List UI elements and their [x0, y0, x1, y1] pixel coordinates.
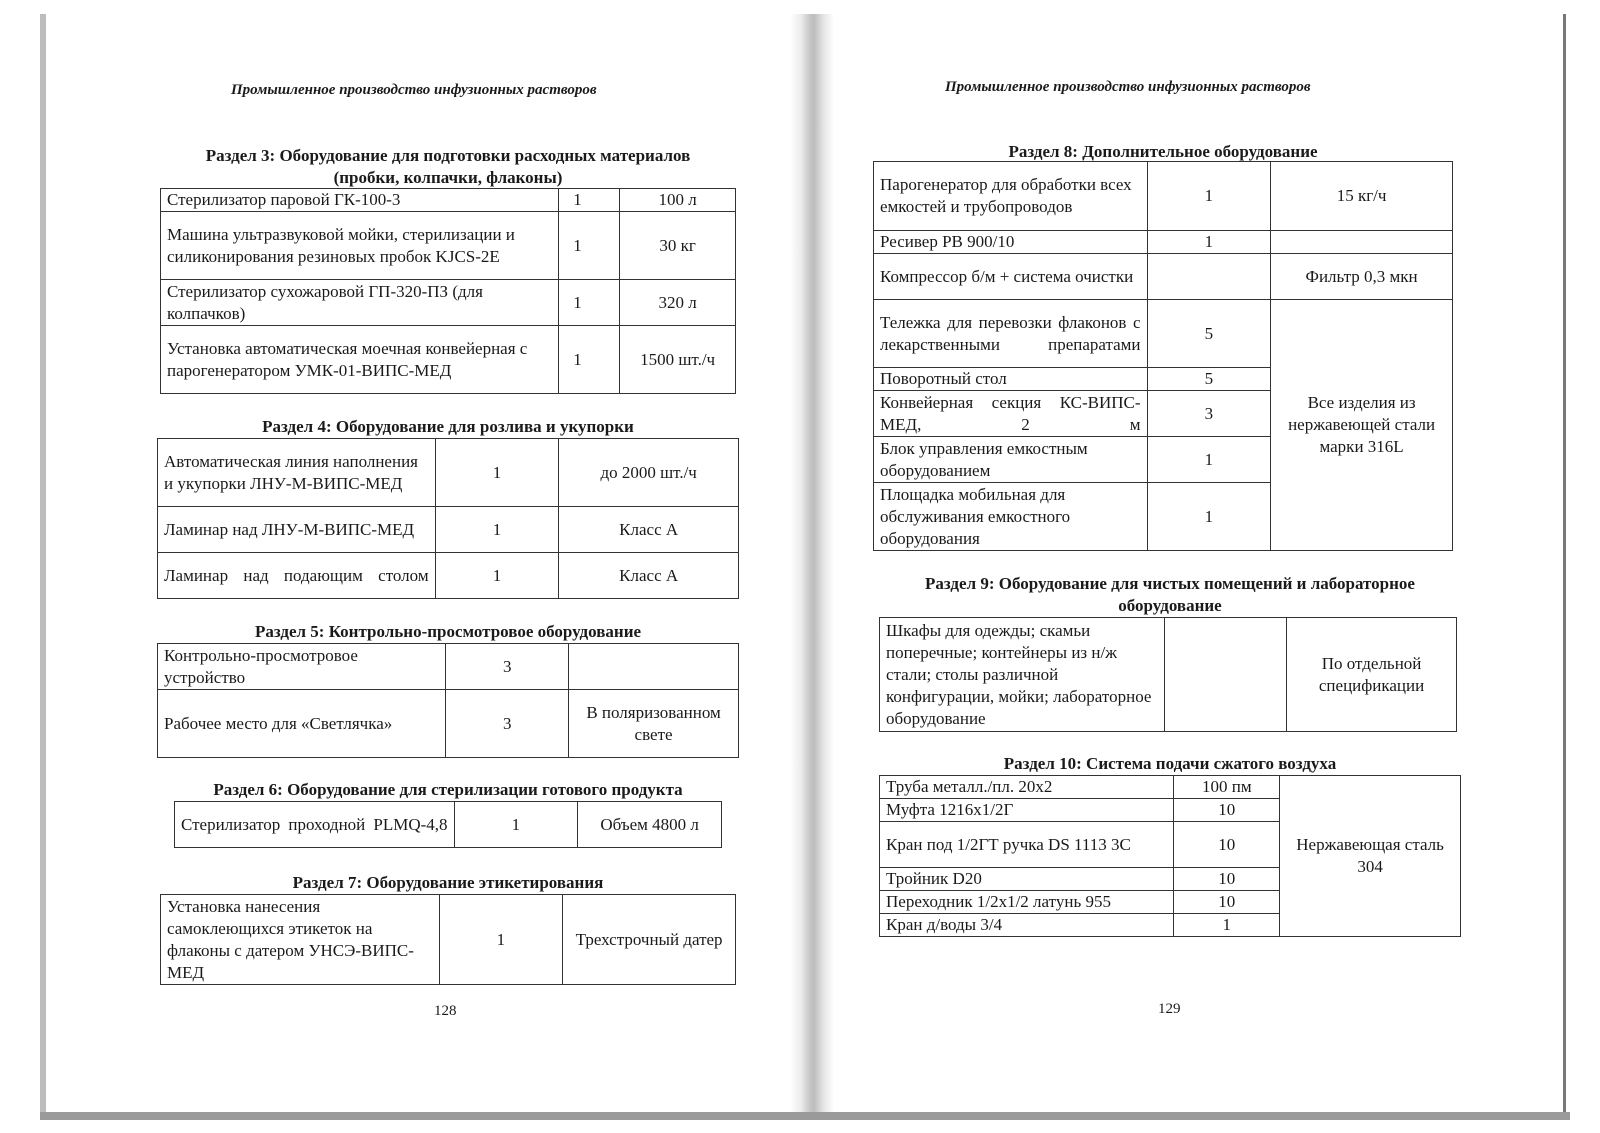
table-row: [161, 895, 736, 985]
equipment-name: Ресивер РВ 900/10: [874, 231, 1148, 254]
table-row: [161, 189, 736, 212]
section-7-table: [160, 894, 736, 985]
section-title-line: (пробки, колпачки, флаконы): [333, 168, 563, 187]
section-6-title: Раздел 6: Оборудование для стерилизации готового продукта: [213, 780, 683, 799]
specification: Объем 4800 л: [578, 802, 722, 848]
specification: 30 кг: [620, 212, 736, 280]
quantity: 1: [439, 895, 563, 985]
equipment-name: Муфта 1216х1/2Г: [880, 799, 1174, 822]
quantity: 10: [1174, 822, 1280, 868]
quantity: 3: [446, 690, 569, 758]
table-row: [874, 300, 1453, 368]
specification: 1500 шт./ч: [620, 326, 736, 394]
section-5-table: [157, 643, 739, 758]
table-row: [874, 254, 1453, 300]
table-row: [158, 439, 739, 507]
quantity: 1: [1147, 437, 1271, 483]
quantity: [1165, 618, 1287, 732]
equipment-name: Стерилизатор проходной PLMQ-4,8: [175, 802, 455, 848]
quantity: 3: [446, 644, 569, 690]
quantity: 1: [435, 439, 559, 507]
section-4-title: Раздел 4: Оборудование для розлива и укупорки: [262, 417, 634, 436]
equipment-name: Поворотный стол: [874, 368, 1148, 391]
scan-left-edge: [40, 14, 46, 1119]
section-7-title: Раздел 7: Оборудование этикетирования: [292, 873, 604, 892]
specification: [1271, 231, 1453, 254]
quantity: [1147, 254, 1271, 300]
specification: 320 л: [620, 280, 736, 326]
equipment-name: Кран под 1/2ГТ ручка DS 1113 3С: [880, 822, 1174, 868]
quantity: 1: [1147, 483, 1271, 551]
page-number: 128: [434, 1003, 457, 1019]
table-row: [158, 553, 739, 599]
quantity: 1: [559, 212, 620, 280]
specification: Класс А: [559, 553, 739, 599]
equipment-name: Установка автоматическая моечная конвейерная с парогенератором УМК-01-ВИПС-МЕД: [161, 326, 559, 394]
scan-top-margin: [0, 0, 1600, 14]
equipment-name: Переходник 1/2х1/2 латунь 955: [880, 891, 1174, 914]
table-row: [161, 326, 736, 394]
section-5-title: Раздел 5: Контрольно-просмотровое оборудование: [254, 622, 642, 641]
quantity: 1: [1147, 231, 1271, 254]
equipment-name: Площадка мобильная для обслуживания емкостного оборудования: [874, 483, 1148, 551]
specification: 100 л: [620, 189, 736, 212]
section-9-table: [879, 617, 1457, 732]
quantity: 1: [1147, 162, 1271, 231]
section-3-table: [160, 188, 736, 394]
quantity: 10: [1174, 891, 1280, 914]
running-header: Промышленное производство инфузионных растворов: [945, 79, 1311, 95]
page-number: 129: [1158, 1001, 1181, 1017]
table-row: [158, 690, 739, 758]
running-header: Промышленное производство инфузионных растворов: [231, 82, 597, 98]
specification: Фильтр 0,3 мкн: [1271, 254, 1453, 300]
quantity: 1: [1174, 914, 1280, 937]
quantity: 1: [454, 802, 578, 848]
quantity: 1: [559, 280, 620, 326]
table-row: [880, 776, 1461, 799]
specification: [569, 644, 739, 690]
equipment-name: Шкафы для одежды; скамьи поперечные; контейнеры из н/ж стали; столы различной конфигурации, мойки; лабораторное оборудование: [880, 618, 1165, 732]
table-row: [158, 507, 739, 553]
merged-specification: Все изделия из нержавеющей стали марки 316L: [1271, 300, 1453, 551]
equipment-name: Стерилизатор сухожаровой ГП-320-ПЗ (для колпачков): [161, 280, 559, 326]
quantity: 3: [1147, 391, 1271, 437]
quantity: 10: [1174, 868, 1280, 891]
equipment-name: Парогенератор для обработки всех емкостей и трубопроводов: [874, 162, 1148, 231]
equipment-name: Рабочее место для «Светлячка»: [158, 690, 446, 758]
quantity: 100 пм: [1174, 776, 1280, 799]
table-row: [161, 280, 736, 326]
equipment-name: Блок управления емкостным оборудованием: [874, 437, 1148, 483]
quantity: 1: [435, 507, 559, 553]
section-8-title: Раздел 8: Дополнительное оборудование: [1008, 142, 1318, 161]
specification: В поляризованном свете: [569, 690, 739, 758]
equipment-name: Конвейерная секция КС-ВИПС-МЕД, 2 м: [874, 391, 1148, 437]
section-9-title: [873, 573, 1467, 617]
section-8-table: [873, 161, 1453, 551]
equipment-name: Тележка для перевозки флаконов с лекарственными препаратами: [874, 300, 1148, 368]
quantity: 10: [1174, 799, 1280, 822]
quantity: 5: [1147, 300, 1271, 368]
equipment-name: Ламинар над ЛНУ-М-ВИПС-МЕД: [158, 507, 436, 553]
section-title-line: оборудование: [1118, 596, 1222, 615]
table-row: [874, 162, 1453, 231]
table-row: [874, 231, 1453, 254]
equipment-name: Установка нанесения самоклеющихся этикеток на флаконы с датером УНСЭ-ВИПС-МЕД: [161, 895, 440, 985]
specification: до 2000 шт./ч: [559, 439, 739, 507]
section-3-title: [160, 145, 736, 189]
specification: Класс А: [559, 507, 739, 553]
equipment-name: Машина ультразвуковой мойки, стерилизации и силиконирования резиновых пробок KJCS-2E: [161, 212, 559, 280]
section-title-line: Раздел 3: Оборудование для подготовки расходных материалов: [205, 146, 691, 165]
equipment-name: Ламинар над подающим столом: [158, 553, 436, 599]
equipment-name: Кран д/воды 3/4: [880, 914, 1174, 937]
section-6-table: [174, 801, 722, 848]
equipment-name: Труба металл./пл. 20х2: [880, 776, 1174, 799]
equipment-name: Тройник D20: [880, 868, 1174, 891]
section-4-table: [157, 438, 739, 599]
equipment-name: Компрессор б/м + система очистки: [874, 254, 1148, 300]
equipment-name: Контрольно-просмотровое устройство: [158, 644, 446, 690]
section-10-table: [879, 775, 1461, 937]
quantity: 1: [559, 189, 620, 212]
table-row: [880, 618, 1457, 732]
merged-specification: Нержавеющая сталь 304: [1280, 776, 1461, 937]
equipment-name: Автоматическая линия наполнения и укупорки ЛНУ-М-ВИПС-МЕД: [158, 439, 436, 507]
scan-bottom-edge: [40, 1112, 1570, 1120]
section-title-line: Раздел 9: Оборудование для чистых помещений и лабораторное: [925, 574, 1415, 593]
table-row: [161, 212, 736, 280]
specification: 15 кг/ч: [1271, 162, 1453, 231]
specification: Трехстрочный датер: [563, 895, 736, 985]
quantity: 1: [435, 553, 559, 599]
equipment-name: Стерилизатор паровой ГК-100-3: [161, 189, 559, 212]
specification: По отдельной спецификации: [1287, 618, 1457, 732]
quantity: 1: [559, 326, 620, 394]
table-row: [175, 802, 722, 848]
quantity: 5: [1147, 368, 1271, 391]
section-10-title: Раздел 10: Система подачи сжатого воздуха: [1003, 754, 1337, 773]
book-spine-shadow: [790, 14, 834, 1112]
table-row: [158, 644, 739, 690]
scan-right-edge: [1563, 14, 1566, 1112]
